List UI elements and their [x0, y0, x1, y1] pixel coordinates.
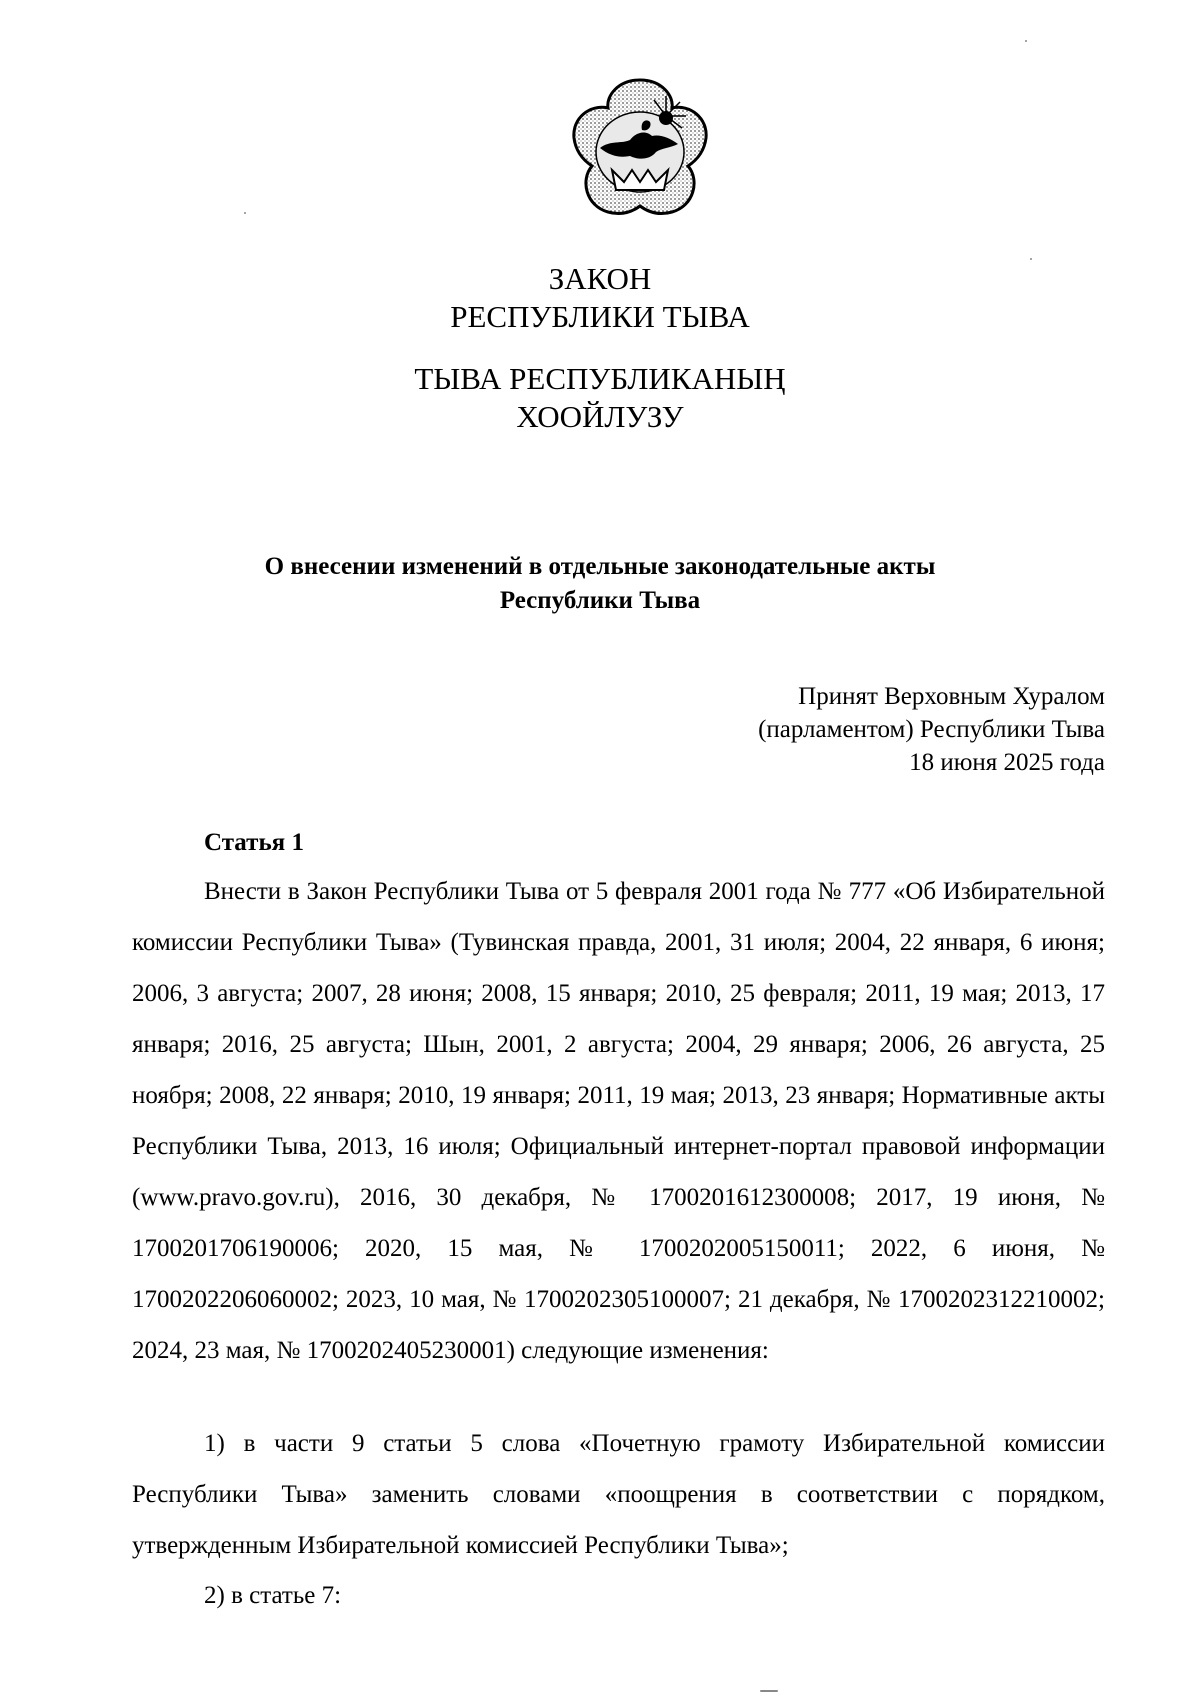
scan-speck: [1025, 40, 1027, 42]
article-heading: Статья 1: [204, 829, 304, 856]
law-header-republic: РЕСПУБЛИКИ ТЫВА: [450, 299, 750, 334]
law-title-line-2: Республики Тыва: [499, 587, 701, 614]
adoption-note-line-2: (парламентом) Республики Тыва: [758, 716, 1105, 743]
article-item-2: 2) в статье 7:: [204, 1582, 342, 1609]
scan-speck: [244, 212, 246, 214]
law-title-line-1: О внесении изменений в отдельные законодательные акты: [264, 553, 936, 580]
law-header-russian: [0, 260, 1200, 336]
scan-speck: [1030, 258, 1032, 260]
scan-speck: [760, 1690, 778, 1692]
article-item-1: 1) в части 9 статьи 5 слова «Почетную грамоту Избирательной комиссии Республики Тыва» заменить словами «поощрения в соответствии с порядком, утвержденным Избирательной комиссией Республики Тыва»;: [132, 1430, 1105, 1559]
law-title: [0, 550, 1200, 618]
adoption-note: [758, 680, 1105, 779]
adoption-note-line-1: Принят Верховным Хуралом: [798, 683, 1105, 710]
adoption-date: 18 июня 2025 года: [909, 749, 1105, 776]
law-header-word: ЗАКОН: [548, 261, 652, 296]
law-header-tuvan: [0, 360, 1200, 436]
law-header-tuvan-word: ХООЙЛУЗУ: [516, 399, 684, 434]
law-header-tuvan-republic: ТЫВА РЕСПУБЛИКАНЫҢ: [414, 361, 786, 396]
article-intro-paragraph: Внести в Закон Республики Тыва от 5 февраля 2001 года № 777 «Об Избирательной комиссии Республики Тыва» (Тувинская правда, 2001, 31 июля; 2004, 22 января, 6 июня; 2006, 3 августа; 2007, 28 июня; 2008, 15 января; 2010, 25 февраля; 2011, 19 мая; 2013, 17 января; 2016, 25 августа; Шын, 2001, 2 августа; 2004, 29 января; 2006, 26 августа, 25 ноября; 2008, 22 января; 2010, 19 января; 2011, 19 мая; 2013, 23 января; Нормативные акты Республики Тыва, 2013, 16 июля; Официальный интернет-портал правовой информации (www.pravo.gov.ru), 2016, 30 декабря, № 1700201612300008; 2017, 19 июня, № 1700201706190006; 2020, 15 мая, № 1700202005150011; 2022, 6 июня, № 1700202206060002; 2023, 10 мая, № 1700202305100007; 21 декабря, № 1700202312210002; 2024, 23 мая, № 1700202405230001) следующие изменения:: [132, 878, 1105, 1364]
coat-of-arms-emblem: [566, 74, 714, 222]
